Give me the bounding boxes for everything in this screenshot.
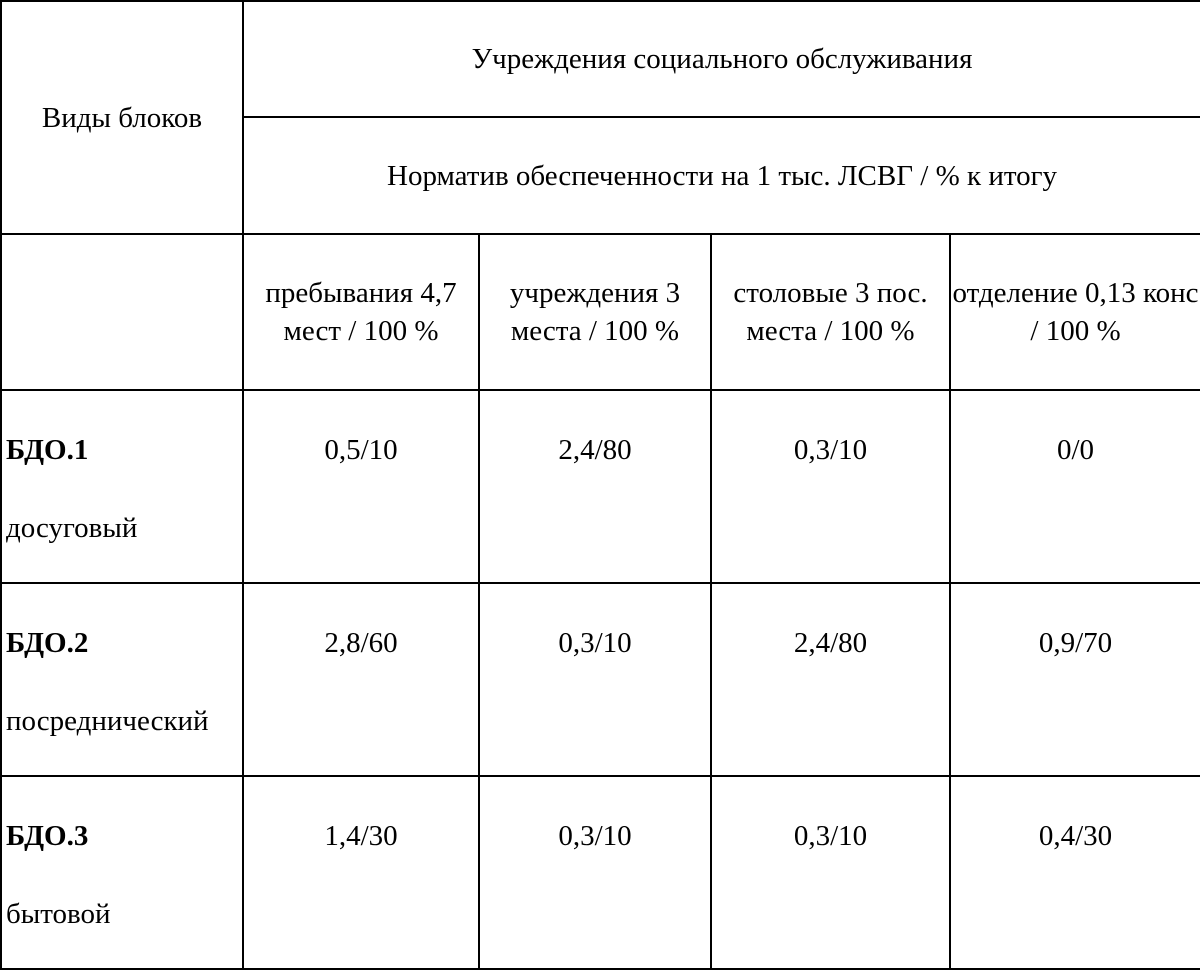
cell-value: 2,4/80	[558, 434, 632, 466]
value-cell	[950, 390, 1200, 583]
cell-value: 0,3/10	[793, 434, 868, 466]
cell-value: 0,5/10	[324, 434, 398, 466]
column-header-row	[1, 234, 1200, 390]
block-name: досуговый	[6, 512, 138, 544]
block-types-header: Виды блоков	[1, 1, 243, 234]
row-header-cell	[1, 776, 243, 969]
block-name: бытовой	[6, 898, 111, 930]
value-cell	[479, 776, 711, 969]
row-header-cell	[1, 583, 243, 776]
value-cell	[950, 776, 1200, 969]
cell-value: 0,3/10	[558, 627, 632, 659]
value-cell	[479, 583, 711, 776]
table-row	[1, 583, 1200, 776]
column-header: пребывания 4,7 мест / 100 %	[243, 234, 479, 390]
table-row	[1, 776, 1200, 969]
row-header-cell	[1, 390, 243, 583]
column-header: отделение 0,13 конс / 100 %	[950, 234, 1200, 390]
block-code: БДО.2	[6, 627, 89, 659]
institutions-header: Учреждения социального обслуживания	[243, 1, 1200, 117]
cell-value: 0/0	[1056, 434, 1095, 466]
header-row-1	[1, 1, 1200, 117]
cell-value: 1,4/30	[324, 820, 398, 852]
block-name: посреднический	[6, 705, 209, 737]
norm-header: Норматив обеспеченности на 1 тыс. ЛСВГ / % к итогу	[243, 117, 1200, 234]
value-cell	[243, 776, 479, 969]
cell-value: 2,8/60	[324, 627, 398, 659]
value-cell	[950, 583, 1200, 776]
cell-value: 0,4/30	[1038, 820, 1113, 852]
value-cell	[479, 390, 711, 583]
cell-value: 0,3/10	[558, 820, 632, 852]
empty-corner-cell	[1, 234, 243, 390]
column-header: столовые 3 пос. места / 100 %	[711, 234, 950, 390]
cell-value: 2,4/80	[793, 627, 868, 659]
value-cell	[711, 390, 950, 583]
column-header: учреждения 3 места / 100 %	[479, 234, 711, 390]
value-cell	[243, 583, 479, 776]
table-row	[1, 390, 1200, 583]
value-cell	[711, 776, 950, 969]
value-cell	[243, 390, 479, 583]
block-code: БДО.1	[6, 434, 89, 466]
cell-value: 0,3/10	[793, 820, 868, 852]
cell-value: 0,9/70	[1038, 627, 1113, 659]
value-cell	[711, 583, 950, 776]
block-code: БДО.3	[6, 820, 89, 852]
